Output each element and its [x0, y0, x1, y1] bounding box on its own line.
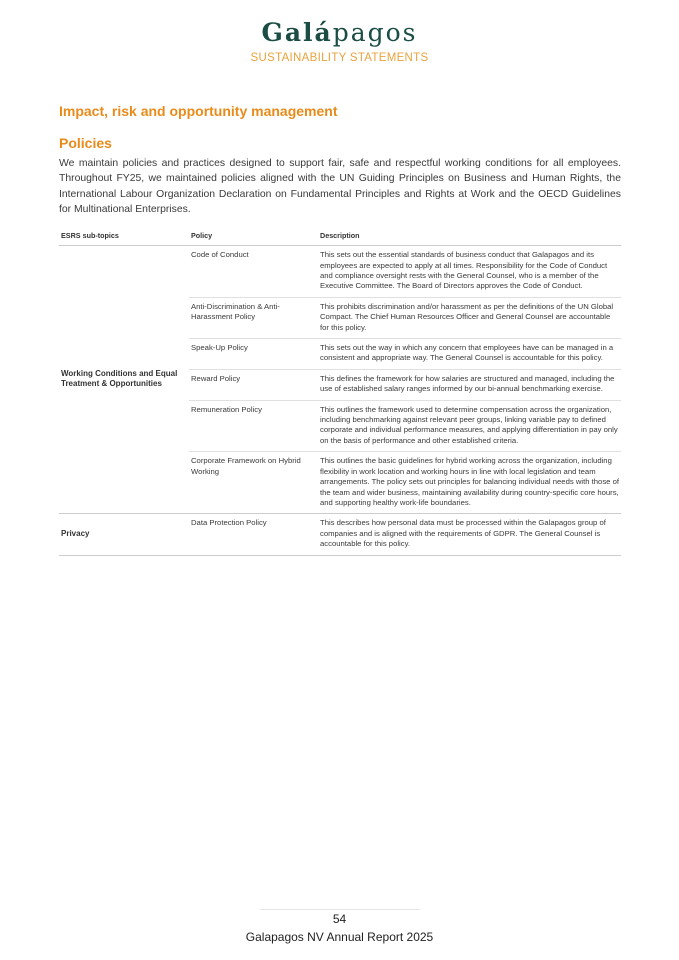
page-number: 54 — [332, 912, 347, 926]
page-header — [0, 18, 679, 64]
policy-cell: Code of Conduct — [189, 246, 318, 298]
policy-cell: Anti-Discrimination & Anti-Harassment Policy — [189, 297, 318, 338]
policy-cell: Corporate Framework on Hybrid Working — [189, 452, 318, 514]
section-title: Impact, risk and opportunity management — [59, 103, 338, 119]
table-row — [59, 246, 621, 298]
policy-cell: Reward Policy — [189, 369, 318, 400]
column-header-esrs-sub-topics: ESRS sub-topics — [59, 226, 189, 246]
footer-divider — [260, 909, 420, 910]
topic-cell-privacy: Privacy — [59, 514, 189, 555]
header-subtitle: SUSTAINABILITY STATEMENTS — [250, 52, 429, 64]
description-cell: This prohibits discrimination and/or harassment as per the definitions of the UN Global Compact. The Chief Human Resources Officer and General Counsel are accountable for this policy. — [318, 297, 621, 338]
description-cell: This defines the framework for how salaries are structured and managed, including the use of established salary ranges informed by our bi-annual benchmarking exercise. — [318, 369, 621, 400]
page-footer — [0, 909, 679, 945]
topic-cell-working-conditions: Working Conditions and Equal Treatment & Opportunities — [59, 246, 189, 514]
description-cell: This outlines the basic guidelines for hybrid working across the organization, including flexibility in work location and working hours in line with local legislation and team arrangements. The policy sets out principles for balancing individual needs with those of the team and wider business, maintaining availability during country‑specific core hours, and supporting healthy work‑life boundaries. — [318, 452, 621, 514]
policies-table — [59, 226, 621, 555]
table-row — [59, 514, 621, 555]
policies-heading: Policies — [59, 135, 112, 151]
galapagos-logo — [0, 18, 679, 48]
table-header-row — [59, 226, 621, 246]
logo-bold-part: Galá — [261, 18, 333, 47]
description-cell: This outlines the framework used to determine compensation across the organization, including benchmarking against relevant peer groups, linking variable pay to defined corporate and individual performance measures, and applying differentiation in pay only on the basis of performance and other established criteria. — [318, 400, 621, 452]
description-cell: This sets out the way in which any concern that employees have can be managed in a consistent and appropriate way. The General Counsel is accountable for this policy. — [318, 339, 621, 370]
page-content — [59, 100, 621, 556]
description-cell: This sets out the essential standards of business conduct that Galapagos and its employees are expected to apply at all times. Responsibility for the Code of Conduct and compliance oversight rests with the General Counsel, who is a member of the Executive Committee. The Board of Directors approves the Code of Conduct. — [318, 246, 621, 298]
intro-paragraph: We maintain policies and practices designed to support fair, safe and respectful working conditions for all employees. Throughout FY25, we maintained policies aligned with the UN Guiding Principles on Business and Human Rights, the International Labour Organization Declaration on Fundamental Principles and Rights at Work and the OECD Guidelines for Multinational Enterprises. — [59, 158, 621, 215]
policy-cell: Speak-Up Policy — [189, 339, 318, 370]
policy-cell: Remuneration Policy — [189, 400, 318, 452]
column-header-policy: Policy — [189, 226, 318, 246]
report-title: Galapagos NV Annual Report 2025 — [245, 930, 434, 944]
column-header-description: Description — [318, 226, 621, 246]
description-cell: This describes how personal data must be processed within the Galapagos group of companies and is aligned with the requirements of GDPR. The General Counsel is accountable for this policy. — [318, 514, 621, 555]
logo-light-part: pagos — [332, 18, 418, 47]
policy-cell: Data Protection Policy — [189, 514, 318, 555]
